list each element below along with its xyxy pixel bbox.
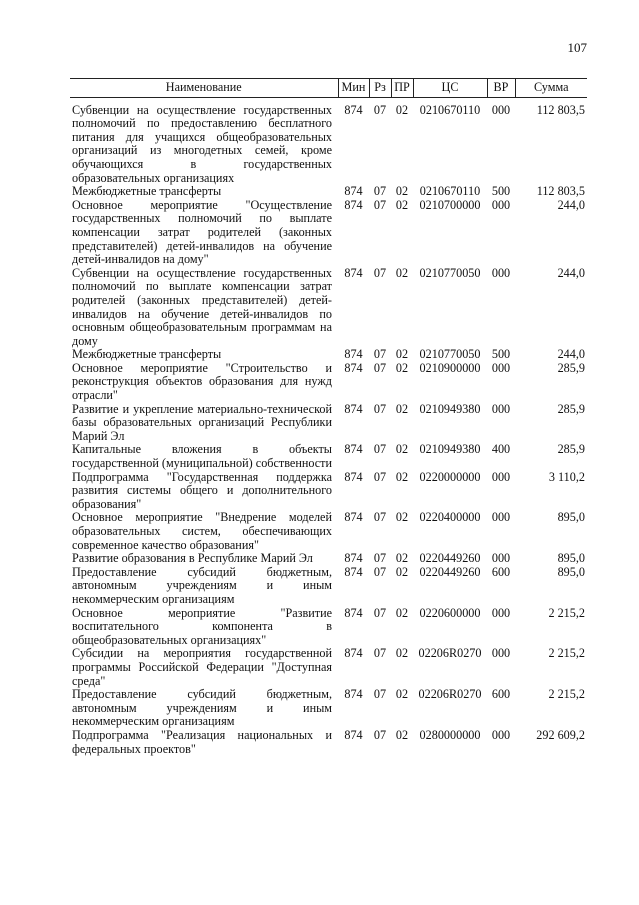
row-sum: 895,0 bbox=[557, 551, 585, 566]
row-min: 874 bbox=[344, 551, 363, 566]
row-name: Развитие образования в Республике Марий Эл bbox=[72, 551, 313, 566]
row-pr: 02 bbox=[395, 510, 409, 525]
row-rz: 07 bbox=[373, 469, 387, 484]
row-name: Подпрограмма "Государственная поддержка развития системы общего и дополнительного образования" bbox=[72, 469, 332, 511]
row-sum: 3 110,2 bbox=[548, 469, 585, 484]
row-rz: 07 bbox=[373, 401, 387, 416]
row-rz: 07 bbox=[373, 646, 387, 661]
row-min: 874 bbox=[344, 442, 363, 457]
row-sum: 2 215,2 bbox=[548, 646, 585, 661]
row-name: Основное мероприятие "Внедрение моделей образовательных систем, обеспечивающих современное качество образования" bbox=[72, 510, 332, 552]
row-pr: 02 bbox=[395, 265, 409, 280]
row-sum: 112 803,5 bbox=[536, 184, 585, 199]
table-row bbox=[70, 185, 587, 199]
row-cs: 02206R0270 bbox=[418, 687, 482, 702]
row-pr: 02 bbox=[395, 687, 409, 702]
row-vr: 000 bbox=[491, 510, 511, 525]
header-pr: ПР bbox=[391, 79, 413, 98]
row-pr: 02 bbox=[395, 469, 409, 484]
row-min: 874 bbox=[344, 347, 363, 362]
header-rz: Рз bbox=[369, 79, 391, 98]
row-cs: 0210700000 bbox=[419, 197, 481, 212]
row-pr: 02 bbox=[395, 401, 409, 416]
row-name: Межбюджетные трансферты bbox=[72, 184, 222, 199]
row-sum: 285,9 bbox=[557, 360, 585, 375]
table-row bbox=[70, 511, 587, 552]
row-sum: 112 803,5 bbox=[536, 102, 585, 117]
row-name: Субвенции на осуществление государственных полномочий по предоставлению бесплатного питания для учащихся общеобразовательных организаций из многодетных семей, кроме обучающихся в государственных образовательных организациях bbox=[72, 102, 332, 185]
row-name: Субвенции на осуществление государственных полномочий по выплате компенсации затрат родителей (законных представителей) детей-инвалидов на обучение детей-инвалидов по основным общеобразовательным программам на дому bbox=[72, 265, 332, 348]
header-sum: Сумма bbox=[515, 79, 587, 98]
row-vr: 000 bbox=[491, 646, 511, 661]
row-cs: 0210900000 bbox=[419, 360, 481, 375]
table-row bbox=[70, 688, 587, 729]
row-name: Межбюджетные трансферты bbox=[72, 347, 222, 362]
row-pr: 02 bbox=[395, 347, 409, 362]
row-vr: 000 bbox=[491, 551, 511, 566]
row-rz: 07 bbox=[373, 442, 387, 457]
row-min: 874 bbox=[344, 197, 363, 212]
row-rz: 07 bbox=[373, 347, 387, 362]
header-vr: ВР bbox=[487, 79, 515, 98]
row-pr: 02 bbox=[395, 564, 409, 579]
row-pr: 02 bbox=[395, 605, 409, 620]
row-vr: 000 bbox=[491, 102, 511, 117]
row-cs: 0210770050 bbox=[419, 347, 481, 362]
row-min: 874 bbox=[344, 265, 363, 280]
row-rz: 07 bbox=[373, 564, 387, 579]
row-rz: 07 bbox=[373, 687, 387, 702]
row-rz: 07 bbox=[373, 727, 387, 742]
row-min: 874 bbox=[344, 687, 363, 702]
table-row bbox=[70, 97, 587, 185]
row-min: 874 bbox=[344, 102, 363, 117]
row-vr: 400 bbox=[491, 442, 511, 457]
row-pr: 02 bbox=[395, 197, 409, 212]
table-header-row bbox=[70, 79, 587, 98]
row-sum: 2 215,2 bbox=[548, 605, 585, 620]
row-vr: 600 bbox=[491, 564, 511, 579]
row-name: Предоставление субсидий бюджетным, автономным учреждениям и иным некоммерческим организациям bbox=[72, 564, 332, 606]
row-cs: 0210670110 bbox=[419, 184, 481, 199]
budget-table bbox=[70, 78, 587, 756]
row-min: 874 bbox=[344, 646, 363, 661]
row-pr: 02 bbox=[395, 727, 409, 742]
row-min: 874 bbox=[344, 360, 363, 375]
row-sum: 895,0 bbox=[557, 510, 585, 525]
row-sum: 244,0 bbox=[557, 347, 585, 362]
row-cs: 0280000000 bbox=[419, 727, 481, 742]
row-min: 874 bbox=[344, 564, 363, 579]
table-row bbox=[70, 566, 587, 607]
row-rz: 07 bbox=[373, 360, 387, 375]
row-pr: 02 bbox=[395, 646, 409, 661]
row-rz: 07 bbox=[373, 102, 387, 117]
header-cs: ЦС bbox=[413, 79, 487, 98]
row-name: Подпрограмма "Реализация национальных и федеральных проектов" bbox=[72, 727, 332, 756]
row-pr: 02 bbox=[395, 551, 409, 566]
row-cs: 0220000000 bbox=[419, 469, 481, 484]
row-pr: 02 bbox=[395, 102, 409, 117]
row-vr: 000 bbox=[491, 605, 511, 620]
row-rz: 07 bbox=[373, 197, 387, 212]
row-vr: 600 bbox=[491, 687, 511, 702]
row-cs: 0210949380 bbox=[419, 401, 481, 416]
row-name: Основное мероприятие "Строительство и реконструкция объектов образования для нужд отрасли" bbox=[72, 360, 332, 403]
table-row bbox=[70, 471, 587, 512]
row-min: 874 bbox=[344, 605, 363, 620]
row-vr: 000 bbox=[491, 197, 511, 212]
table-row bbox=[70, 552, 587, 566]
row-sum: 2 215,2 bbox=[548, 687, 585, 702]
table-row bbox=[70, 403, 587, 444]
row-cs: 0220600000 bbox=[419, 605, 481, 620]
row-sum: 285,9 bbox=[557, 401, 585, 416]
row-cs: 0220449260 bbox=[419, 564, 481, 579]
row-rz: 07 bbox=[373, 265, 387, 280]
row-min: 874 bbox=[344, 510, 363, 525]
row-vr: 500 bbox=[491, 347, 511, 362]
table-row bbox=[70, 362, 587, 403]
row-name: Субсидии на мероприятия государственной программы Российской Федерации "Доступная среда" bbox=[72, 646, 332, 688]
row-cs: 0210670110 bbox=[419, 102, 481, 117]
row-rz: 07 bbox=[373, 551, 387, 566]
row-rz: 07 bbox=[373, 510, 387, 525]
row-rz: 07 bbox=[373, 184, 387, 199]
row-sum: 895,0 bbox=[557, 564, 585, 579]
row-vr: 500 bbox=[491, 184, 511, 199]
row-min: 874 bbox=[344, 469, 363, 484]
row-sum: 244,0 bbox=[557, 265, 585, 280]
row-cs: 0210770050 bbox=[419, 265, 481, 280]
row-pr: 02 bbox=[395, 360, 409, 375]
row-name: Развитие и укрепление материально-технической базы образовательных организаций Республики Марий Эл bbox=[72, 401, 332, 443]
row-name: Основное мероприятие "Развитие воспитательного компонента в общеобразовательных организациях" bbox=[72, 605, 332, 647]
table-row bbox=[70, 607, 587, 648]
row-min: 874 bbox=[344, 184, 363, 199]
table-row bbox=[70, 348, 587, 362]
row-rz: 07 bbox=[373, 605, 387, 620]
table-row bbox=[70, 199, 587, 267]
row-vr: 000 bbox=[491, 360, 511, 375]
row-name: Основное мероприятие "Осуществление государственных полномочий по выплате компенсации затрат родителей (законных представителей) детей-инвалидов на обучение детей-инвалидов на дому" bbox=[72, 197, 332, 267]
row-cs: 0210949380 bbox=[419, 442, 481, 457]
row-cs: 02206R0270 bbox=[418, 646, 482, 661]
row-min: 874 bbox=[344, 401, 363, 416]
row-pr: 02 bbox=[395, 184, 409, 199]
row-cs: 0220400000 bbox=[419, 510, 481, 525]
table-row bbox=[70, 647, 587, 688]
table-row bbox=[70, 267, 587, 349]
row-cs: 0220449260 bbox=[419, 551, 481, 566]
row-vr: 000 bbox=[491, 469, 511, 484]
header-name: Наименование bbox=[70, 79, 338, 98]
row-pr: 02 bbox=[395, 442, 409, 457]
row-name: Предоставление субсидий бюджетным, автономным учреждениям и иным некоммерческим организациям bbox=[72, 687, 332, 729]
table-row bbox=[70, 729, 587, 756]
row-vr: 000 bbox=[491, 401, 511, 416]
row-name: Капитальные вложения в объекты государственной (муниципальной) собственности bbox=[72, 442, 333, 471]
row-vr: 000 bbox=[491, 727, 511, 742]
row-sum: 244,0 bbox=[557, 197, 585, 212]
row-min: 874 bbox=[344, 727, 363, 742]
page-number: 107 bbox=[567, 40, 587, 55]
header-min: Мин bbox=[338, 79, 369, 98]
row-vr: 000 bbox=[491, 265, 511, 280]
row-sum: 292 609,2 bbox=[536, 727, 585, 742]
table-row bbox=[70, 443, 587, 470]
row-sum: 285,9 bbox=[557, 442, 585, 457]
